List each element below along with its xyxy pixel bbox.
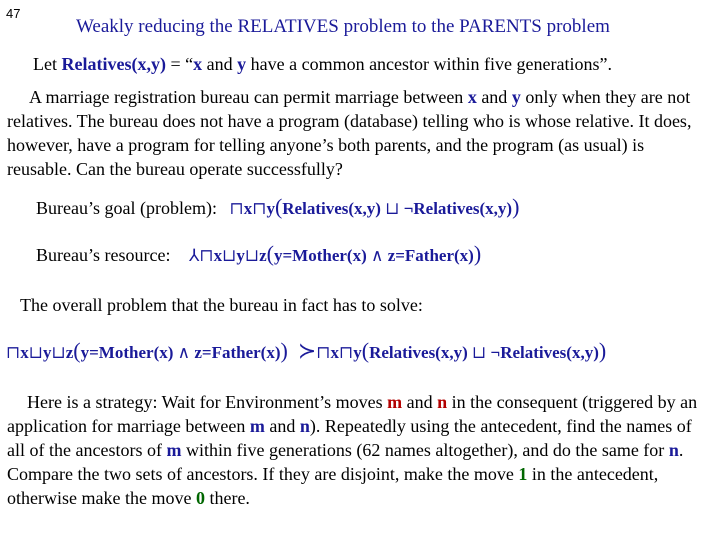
overall-formula: ⊓x⊔y⊔z(y=Mother(x) ∧ z=Father(x)) ≻⊓x⊓y(Relatives(x,y) ⊔ ¬Relatives(x,y)): [6, 338, 607, 363]
para1-and: and: [476, 87, 512, 107]
var-y: y: [511, 87, 521, 107]
definition-lead: Let: [33, 54, 62, 74]
para1-text1: A marriage registration bureau can permit marriage between: [29, 87, 468, 107]
definition-rest: have a common ancestor within five generations”.: [246, 54, 612, 74]
goal-label: Bureau’s goal (problem):: [36, 198, 217, 218]
slide-title: Weakly reducing the RELATIVES problem to the PARENTS problem: [76, 16, 610, 37]
strategy-paragraph: Here is a strategy: Wait for Environment’s moves m and n in the consequent (triggered by an application for marriage between m and n). Repeatedly using the antecedent, find the names of all of the ancestors of m within five generations (62 names altogether), and do the same for n. Compare the two sets of ancestors. If they are disjoint, make the move 1 in the antecedent, otherwise make the move 0 there.: [7, 392, 698, 508]
move-zero: 0: [195, 488, 205, 508]
choice-all-quantifier: ⊓: [252, 199, 267, 218]
recurrence-operator: ⅄: [188, 246, 200, 265]
bureau-resource: [36, 241, 481, 267]
relatives-definition: [33, 54, 612, 75]
move-m: m: [387, 392, 403, 412]
choice-all-quantifier: ⊓: [229, 199, 244, 218]
choice-or: ⊔: [380, 199, 404, 218]
relatives-predicate: Relatives(x,y): [61, 54, 166, 74]
move-one: 1: [518, 464, 528, 484]
definition-and: and: [202, 54, 238, 74]
var-x: x: [193, 54, 203, 74]
var-x: x: [467, 87, 477, 107]
resource-label: Bureau’s resource:: [36, 245, 171, 265]
bureau-paragraph: [7, 85, 713, 181]
var-y: y: [237, 54, 247, 74]
resource-formula: ⅄⊓x⊔y⊔z(y=Mother(x) ∧ z=Father(x)): [188, 241, 482, 266]
bureau-goal: [36, 194, 519, 220]
overall-label: The overall problem that the bureau in fact has to solve:: [20, 295, 423, 315]
page-number: 47: [6, 6, 21, 21]
move-n: n: [437, 392, 448, 412]
goal-formula: ⊓x⊓y(Relatives(x,y) ⊔ ¬Relatives(x,y)): [229, 194, 520, 219]
para1-text2: only when they are not relatives. The bureau does not have a program (database) telling who is whose relative. It does, however, have a program for telling anyone’s both parents, and the program (as usual) is reusable. Can the bureau operate successfully?: [7, 87, 692, 179]
definition-eq: = “: [165, 54, 194, 74]
reduction-operator: ≻: [297, 338, 317, 363]
